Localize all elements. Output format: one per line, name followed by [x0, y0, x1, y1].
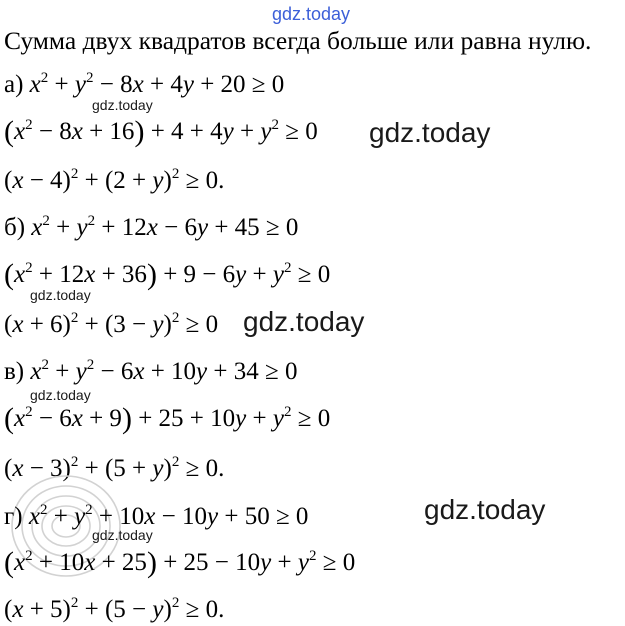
part-v-result: $(x - 3)^2 + (5 + y)^2 \ge 0$.	[4, 454, 225, 482]
part-g-grouped: $(x^2 + 10x + 25) + 25 - 10y + y^2 \ge 0$	[4, 546, 356, 579]
watermark-right-big: gdz.today	[424, 494, 546, 525]
part-b-grouped: $(x^2 + 12x + 36) + 9 - 6y + y^2 \ge 0$	[4, 258, 331, 291]
part-b-result: $(x + 6)^2 + (3 - y)^2 \ge 0$	[4, 310, 219, 338]
watermark-top: gdz.today	[272, 4, 351, 24]
part-g-label: г)	[4, 503, 23, 530]
intro-text: Сумма двух квадратов всегда больше или равна нулю.	[4, 26, 592, 55]
part-g-result: $(x + 5)^2 + (5 - y)^2 \ge 0$.	[4, 595, 225, 623]
watermark-a-small: gdz.today	[92, 97, 153, 113]
part-v-label: в)	[4, 358, 25, 385]
watermark-g-small: gdz.today	[92, 527, 153, 543]
part-b-label: б)	[4, 214, 26, 241]
watermark-v-small: gdz.today	[30, 387, 91, 403]
part-a-result: $(x - 4)^2 + (2 + y)^2 \ge 0$.	[4, 166, 225, 194]
watermark-b-small: gdz.today	[30, 287, 91, 303]
part-a-condition: а) $x^2 + y^2 - 8x + 4y + 20 \ge 0$	[4, 70, 285, 98]
watermark-a-big: gdz.today	[369, 117, 491, 148]
watermark-b-big: gdz.today	[243, 306, 365, 337]
part-g-condition: г) $x^2 + y^2 + 10x - 10y + 50 \ge 0$	[4, 502, 309, 530]
part-v-condition: в) $x^2 + y^2 - 6x + 10y + 34 \ge 0$	[4, 357, 298, 385]
part-a-label: а)	[4, 71, 24, 98]
part-b-condition: б) $x^2 + y^2 + 12x - 6y + 45 \ge 0$	[4, 213, 299, 241]
part-a-grouped: $(x^2 - 8x + 16) + 4 + 4y + y^2 \ge 0$	[4, 115, 318, 148]
part-v-grouped: $(x^2 - 6x + 9) + 25 + 10y + y^2 \ge 0$	[4, 402, 331, 435]
